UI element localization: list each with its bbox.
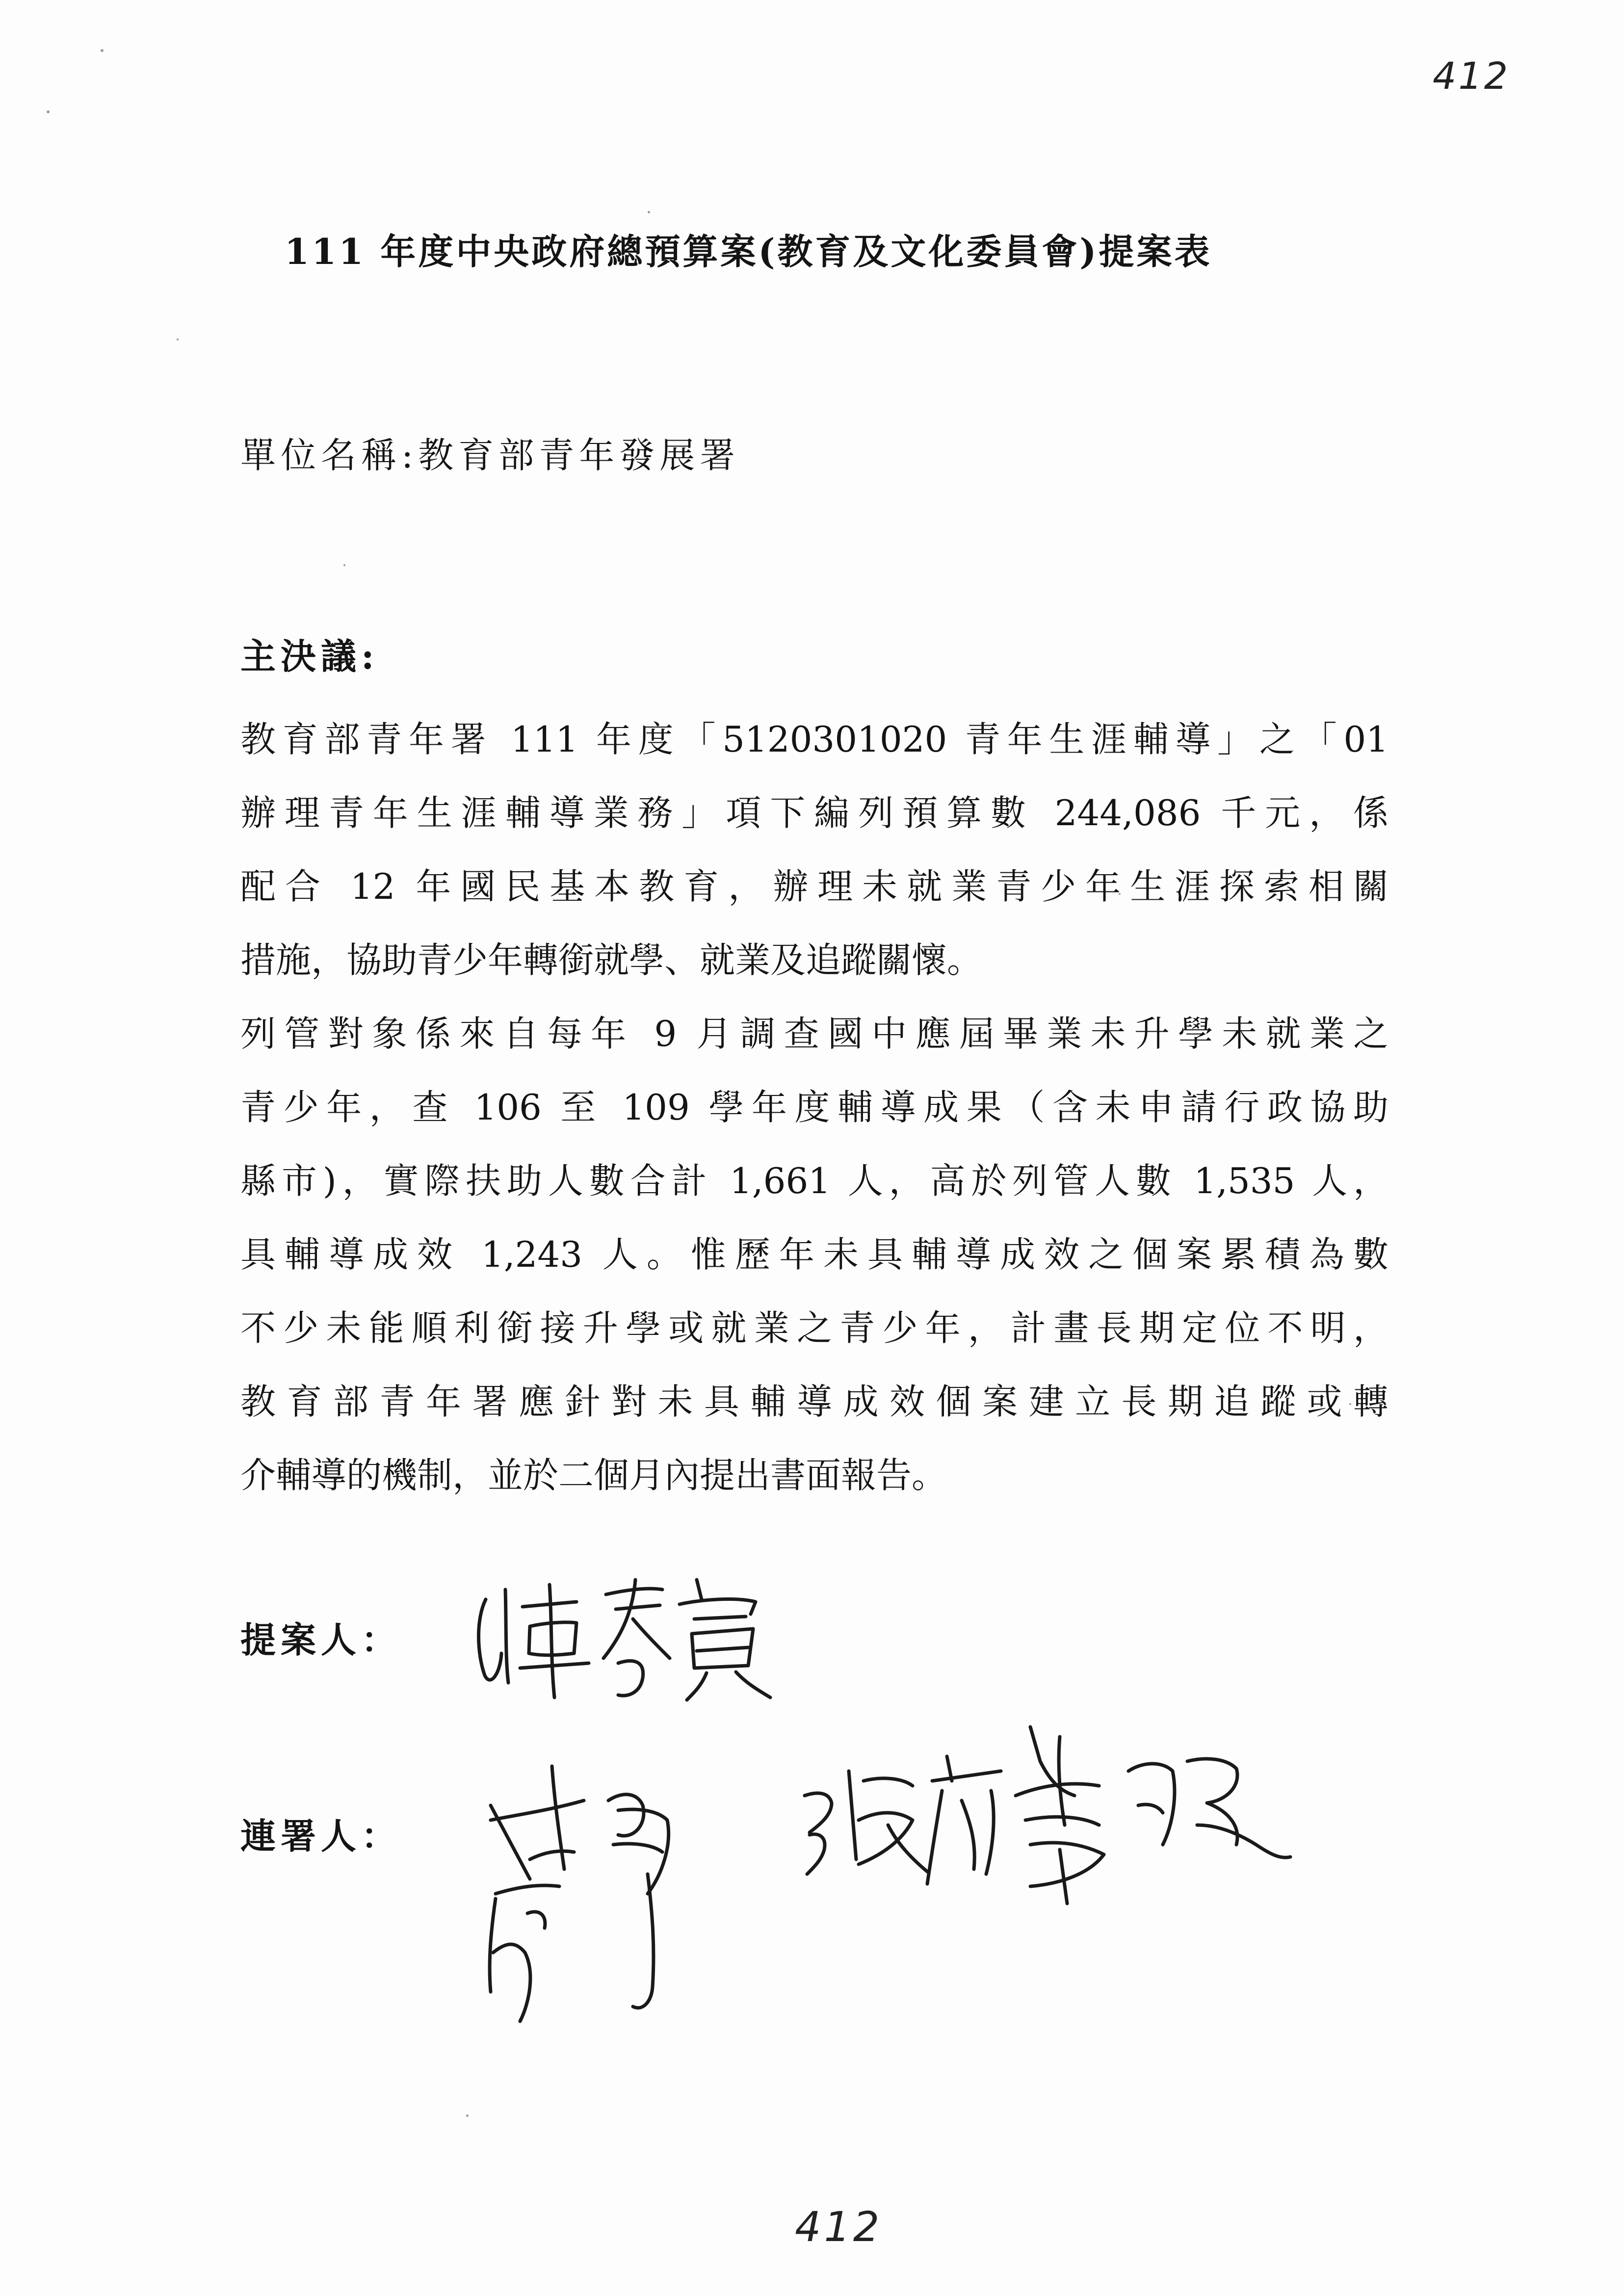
scan-speck [343, 564, 345, 566]
body-line: 列管對象係來自每年 9 月調查國中應屆畢業未升學未就業之 [240, 1013, 1388, 1054]
cosigner-signature-2 [785, 1697, 1305, 1953]
body-line: 青少年，查 106 至 109 學年度輔導成果（含未申請行政協助 [240, 1087, 1388, 1128]
resolution-body [240, 703, 1388, 1512]
scan-speck [466, 2114, 469, 2117]
body-line: 教育部青年署 111 年度「5120301020 青年生涯輔導」之「01 [240, 719, 1388, 760]
body-line: 縣市)，實際扶助人數合計 1,661 人，高於列管人數 1,535 人， [240, 1160, 1388, 1201]
cosigner-label: 連署人： [240, 1815, 402, 1857]
unit-value: 教育部青年發展署 [418, 435, 740, 476]
page-number-bottom: 412 [795, 2203, 883, 2251]
scan-speck [177, 339, 179, 340]
scan-speck [101, 49, 104, 52]
body-line: 介輔導的機制，並於二個月內提出書面報告。 [240, 1455, 947, 1496]
body-line: 具輔導成效 1,243 人。惟歷年未具輔導成效之個案累積為數 [240, 1234, 1388, 1275]
resolution-heading: 主決議: [240, 635, 379, 677]
body-line: 配合 12 年國民基本教育，辦理未就業青少年生涯探索相關 [240, 866, 1388, 907]
unit-label: 單位名稱: [240, 435, 419, 476]
proposer-signature [471, 1560, 805, 1707]
cosigner-signature-1 [461, 1747, 716, 2031]
unit-name-line [240, 427, 740, 478]
proposer-label: 提案人： [240, 1619, 402, 1661]
body-line: 辦理青年生涯輔導業務」項下編列預算數 244,086 千元，係 [240, 792, 1388, 834]
body-line: 措施，協助青少年轉銜就學、就業及追蹤關懷。 [240, 939, 983, 981]
body-line: 不少未能順利銜接升學或就業之青少年，計畫長期定位不明， [240, 1307, 1388, 1349]
body-line: 教育部青年署應針對未具輔導成效個案建立長期追蹤或轉 [240, 1381, 1388, 1422]
document-title: 111 年度中央政府總預算案(教育及文化委員會)提案表 [285, 231, 1212, 272]
scan-speck [47, 110, 50, 113]
scan-speck [648, 211, 650, 213]
page-number-top: 412 [1433, 54, 1510, 98]
